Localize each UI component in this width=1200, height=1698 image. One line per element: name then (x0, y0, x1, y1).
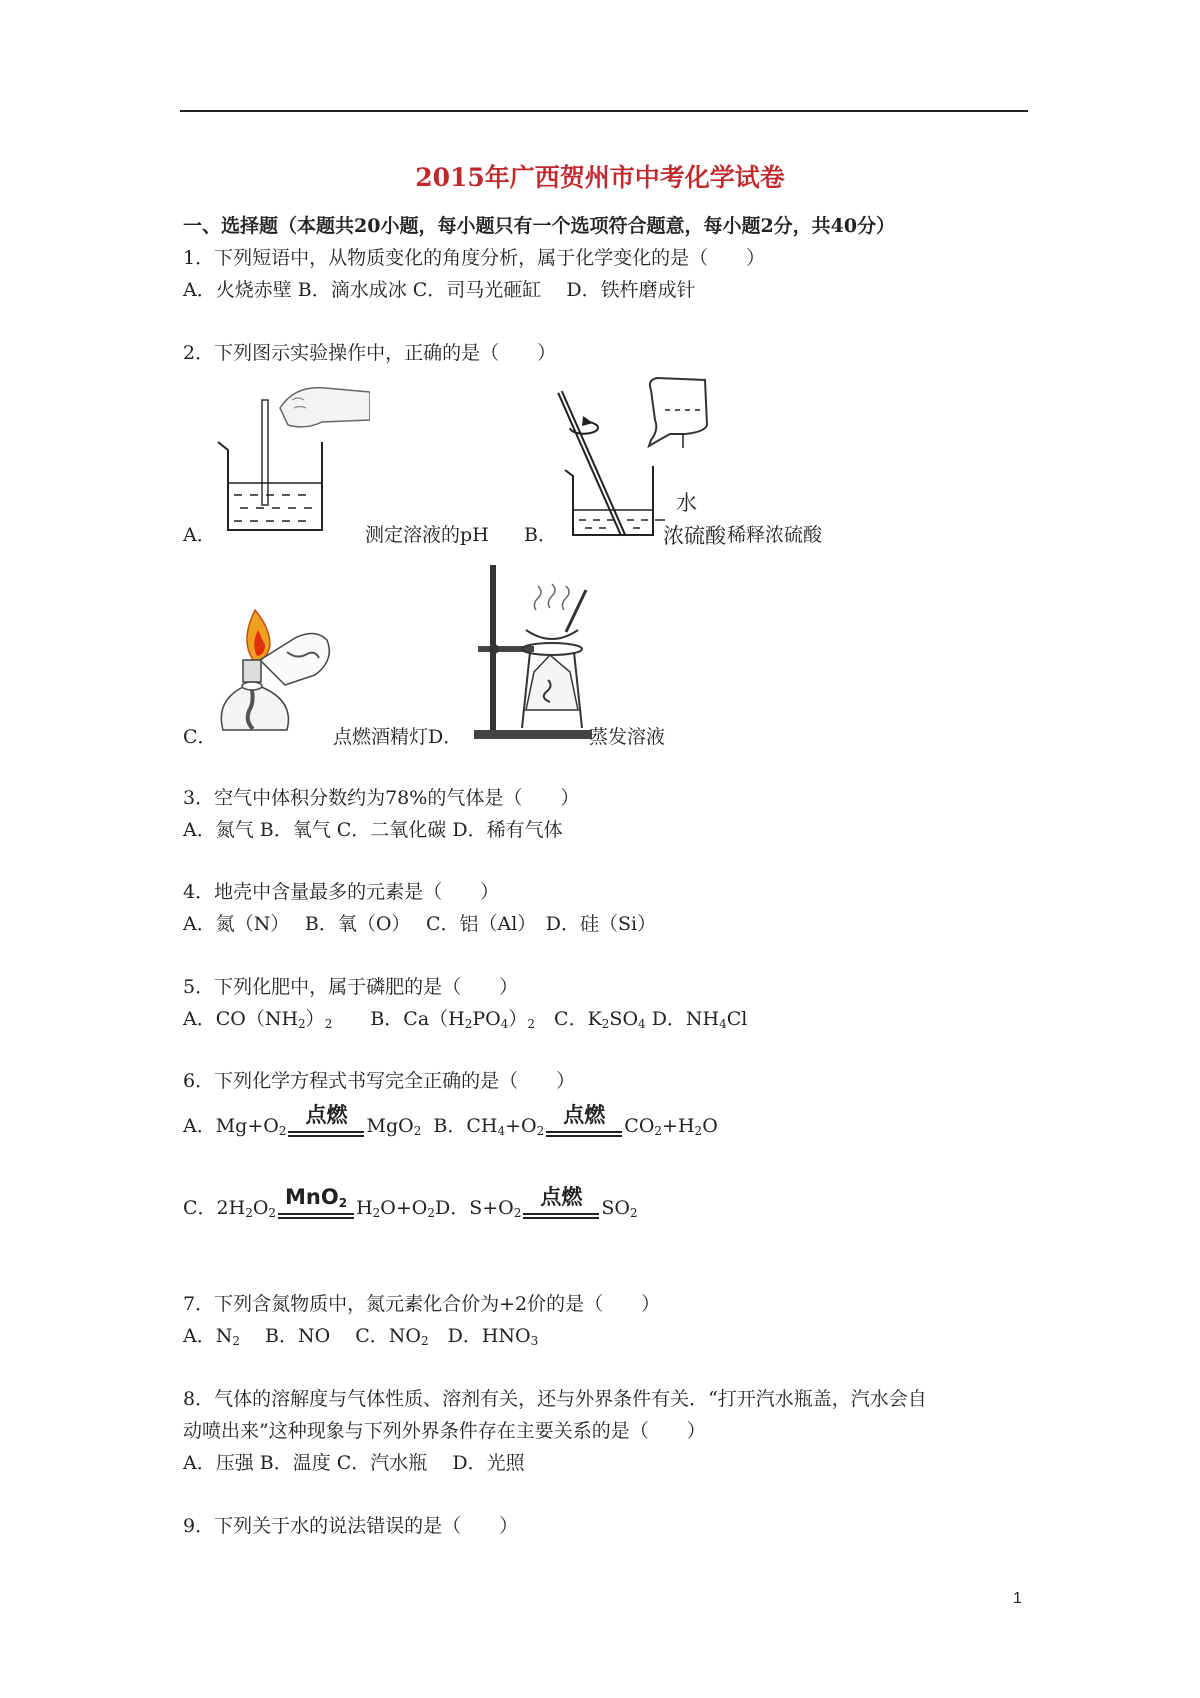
reaction-arrow: 点燃 (546, 1115, 622, 1139)
q5-options: A．$CO(NH_2)_2$ B．$Ca(H_2PO_4)_2$ C．$K_2SO_4$ D．$NH_4Cl$ (183, 1008, 748, 1031)
q2-a-caption: 测定溶液的pH (365, 524, 489, 546)
q7-options: A．$N_2$ B．NO C．$NO_2$ D．$HNO_3$ (183, 1325, 539, 1348)
q2-b-letter: B． (524, 524, 557, 546)
q6-options-cd: C．$2H_2O_2$ MnO$_2$ $H_2O+O_2D$．$S+O_2$ 点燃 $SO_2$ (183, 1185, 638, 1220)
q2-d-caption: 蒸发溶液 (589, 726, 666, 748)
q4-stem: 4．地壳中含量最多的元素是（ ） (183, 881, 500, 903)
figure-ph-test (210, 380, 370, 540)
q2-c-letter: C． (183, 726, 217, 748)
q7-stem: 7．下列含氮物质中，氮元素化合价为+2价的是（ ） (183, 1293, 661, 1315)
q2-a-letter: A． (183, 524, 216, 546)
reaction-arrow: 点燃 (523, 1197, 599, 1221)
q8-stem-line1: 8．气体的溶解度与气体性质、溶剂有关，还与外界条件有关．“打开汽水瓶盖，汽水会自 (183, 1388, 927, 1410)
q2-b-water-label: 水 (676, 491, 697, 515)
q9-stem: 9．下列关于水的说法错误的是（ ） (183, 1515, 519, 1537)
section-heading: 一、选择题（本题共20小题，每小题只有一个选项符合题意，每小题2分，共40分） (183, 215, 896, 237)
figure-alcohol-lamp (215, 600, 345, 740)
reaction-arrow: MnO$_2$ (278, 1197, 354, 1221)
q8-options: A．压强 B．温度 C．汽水瓶 D．光照 (183, 1452, 525, 1474)
reaction-arrow: 点燃 (288, 1115, 364, 1139)
q2-b-caption: 稀释浓硫酸 (727, 524, 823, 546)
q3-options: A．氮气 B．氧气 C．二氧化碳 D．稀有气体 (183, 819, 563, 841)
q5-stem: 5．下列化肥中，属于磷肥的是（ ） (183, 976, 519, 998)
header-rule (180, 110, 1028, 112)
q1-options: A．火烧赤壁 B．滴水成冰 C．司马光砸缸 D．铁杵磨成针 (183, 279, 696, 301)
page-title: 2015年广西贺州市中考化学试卷 (415, 163, 785, 192)
q2-c-caption: 点燃酒精灯D． (333, 726, 463, 748)
q3-stem: 3．空气中体积分数约为78%的气体是（ ） (183, 787, 580, 809)
q6-options-ab: A．$Mg+O_2$ 点燃 MgO$_2$ B．$CH_4+O_2$ 点燃 $CO_2+H_2O$ (183, 1103, 718, 1138)
q6-stem: 6．下列化学方程式书写完全正确的是（ ） (183, 1070, 576, 1092)
q4-options: A．氮（N） B．氧（O） C．铝（Al） D．硅（Si） (183, 913, 657, 935)
figure-evaporation (470, 560, 600, 745)
q2-b-acid-label: 浓硫酸 (663, 524, 726, 548)
q1-stem: 1．下列短语中，从物质变化的角度分析，属于化学变化的是（ ） (183, 247, 766, 269)
page-number: 1 (1013, 1590, 1022, 1607)
q2-stem: 2．下列图示实验操作中，正确的是（ ） (183, 342, 557, 364)
q8-stem-line2: 动喷出来”这种现象与下列外界条件存在主要关系的是（ ） (183, 1420, 706, 1442)
